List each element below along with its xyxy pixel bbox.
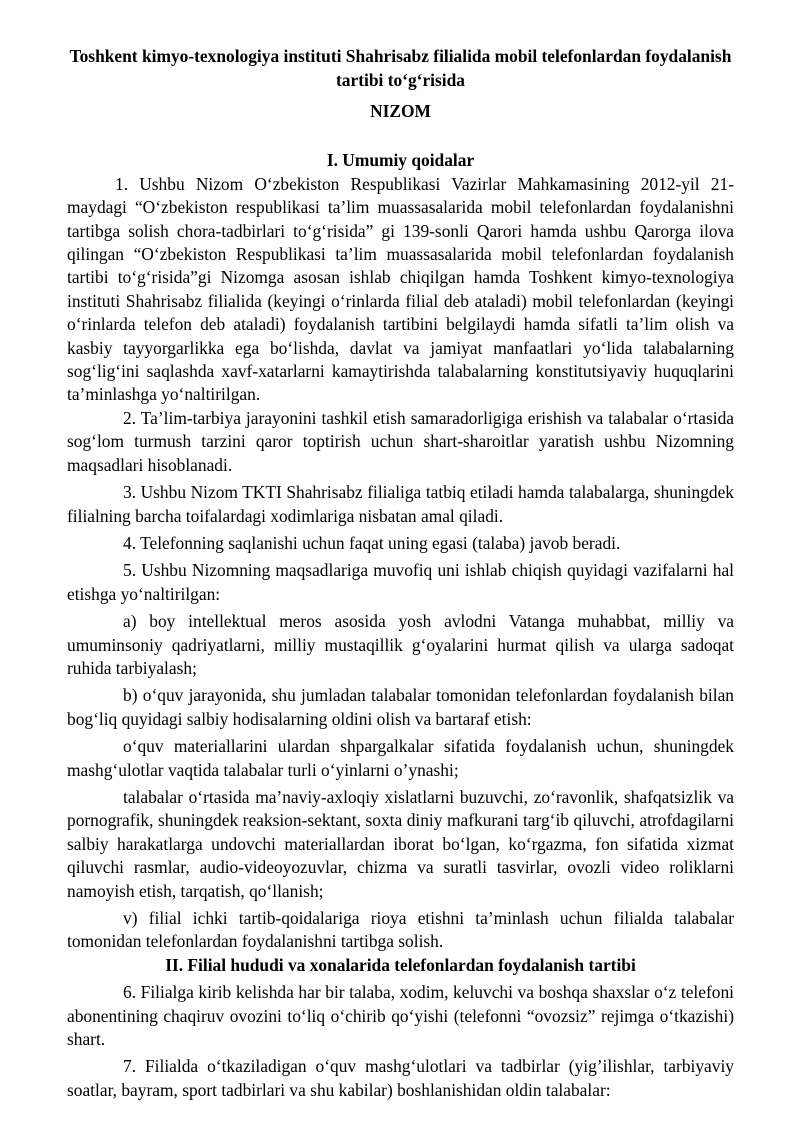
- paragraph-5b: b) o‘quv jarayonida, shu jumladan talabalar tomonidan telefonlardan foydalanish bilan bog‘liq quyidagi salbiy hodisalarning oldini olish va bartaraf etish:: [67, 685, 734, 729]
- paragraph-4: 4. Telefonning saqlanishi uchun faqat uning egasi (talaba) javob beradi.: [123, 532, 621, 553]
- document-type-heading: NIZOM: [370, 101, 431, 121]
- paragraph-2: 2. Ta’lim-tarbiya jarayonini tashkil etish samaradorligiga erishish va talabalar o‘rtasida sog‘lom turmush tarzini qaror toptirish uchun shart-sharoitlar yaratish ushbu Nizomning maqsadlari hisoblanadi.: [67, 407, 734, 475]
- paragraph-5b-item-1: o‘quv materiallarini ulardan shpargalkalar sifatida foydalanish uchun, shuningdek mashg‘ulotlar vaqtida talabalar turli o‘yinlarni o’ynashi;: [67, 736, 734, 780]
- paragraph-5a: a) boy intellektual meros asosida yosh avlodni Vatanga muhabbat, milliy va umuminsoniy qadriyatlarni, milliy mustaqillik g‘oyalarini hurmat qilish va ularga sadoqat ruhida tarbiyalash;: [67, 611, 734, 678]
- section-1-heading: I. Umumiy qoidalar: [326, 150, 475, 171]
- paragraph-5: 5. Ushbu Nizomning maqsadlariga muvofiq uni ishlab chiqish quyidagi vazifalarni hal etishga yo‘naltirilgan:: [67, 560, 734, 604]
- paragraph-5v: v) filial ichki tartib-qoidalariga rioya etishni ta’minlash uchun filialda talabalar tomonidan telefonlardan foydalanishni tartibga solish.: [67, 908, 734, 952]
- paragraph-1: 1. Ushbu Nizom O‘zbekiston Respublikasi Vazirlar Mahkamasining 2012-yil 21-maydagi “O‘zbekiston respublikasi ta’lim muassasalarida mobil telefonlardan foydalanishni tartibga solish chora-tadbirlari to‘g‘risida” gi 139-sonli Qarori hamda ushbu Qarorga ilova qilingan “O‘zbekiston Respublikasi ta’lim muassasalarida mobil telefonlardan foydalanish tartibi to‘g‘risida”gi Nizomga asosan ishlab chiqilgan hamda Toshkent kimyo-texnologiya instituti Shahrisabz filialida (keyingi o‘rinlarda filial deb ataladi) mobil telefonlardan (keyingi o‘rinlarda telefon deb ataladi) foydalanish tartibini belgilaydi hamda sifatli ta’lim olish va kasbiy tayyorgarlikka ega bo‘lishda, davlat va jamiyat manfaatlari yo‘lida talabalarning sog‘lig‘ini saqlashda xavf-xatarlarni kamaytirishda talabalarning konstitutsiyaviy huquqlarini ta’minlashga yo‘naltirilgan.: [67, 173, 734, 405]
- paragraph-6: 6. Filialga kirib kelishda har bir talaba, xodim, keluvchi va boshqa shaxslar o‘z telefoni abonentining chaqiruv ovozini to‘liq o‘chirib qo‘yishi (telefonni “ovozsiz” rejimga o‘tkazishi) shart.: [67, 982, 734, 1050]
- paragraph-7: 7. Filialda o‘tkaziladigan o‘quv mashg‘ulotlari va tadbirlar (yig’ilishlar, tarbiyaviy soatlar, bayram, sport tadbirlari va shu kabilar) boshlanishidan oldin talabalar:: [67, 1056, 734, 1100]
- section-2-heading: II. Filial hududi va xonalarida telefonlardan foydalanish tartibi: [165, 954, 636, 975]
- document-title: Toshkent kimyo-texnologiya instituti Shahrisabz filialida mobil telefonlardan foydalanish tartibi to‘g‘risida: [69, 46, 732, 90]
- paragraph-3: 3. Ushbu Nizom TKTI Shahrisabz filialiga tatbiq etiladi hamda talabalarga, shuningdek filialning barcha toifalardagi xodimlariga nisbatan amal qiladi.: [67, 482, 734, 526]
- paragraph-5b-item-2: talabalar o‘rtasida ma’naviy-axloqiy xislatlarni buzuvchi, zo‘ravonlik, shafqatsizlik va pornografik, shuningdek reaksion-sektant, soxta diniy mafkurani targ‘ib qiluvchi, atrofdagilarni salbiy harakatlarga undovchi materiallardan iborat bo‘lgan, ko‘rgazma, fon sifatida xizmat qiluvchi rasmlar, audio-videoyozuvlar, chizma va suratli tasvirlar, ovozli video roliklarni namoyish etish, tarqatish, qo‘llanish;: [67, 786, 734, 901]
